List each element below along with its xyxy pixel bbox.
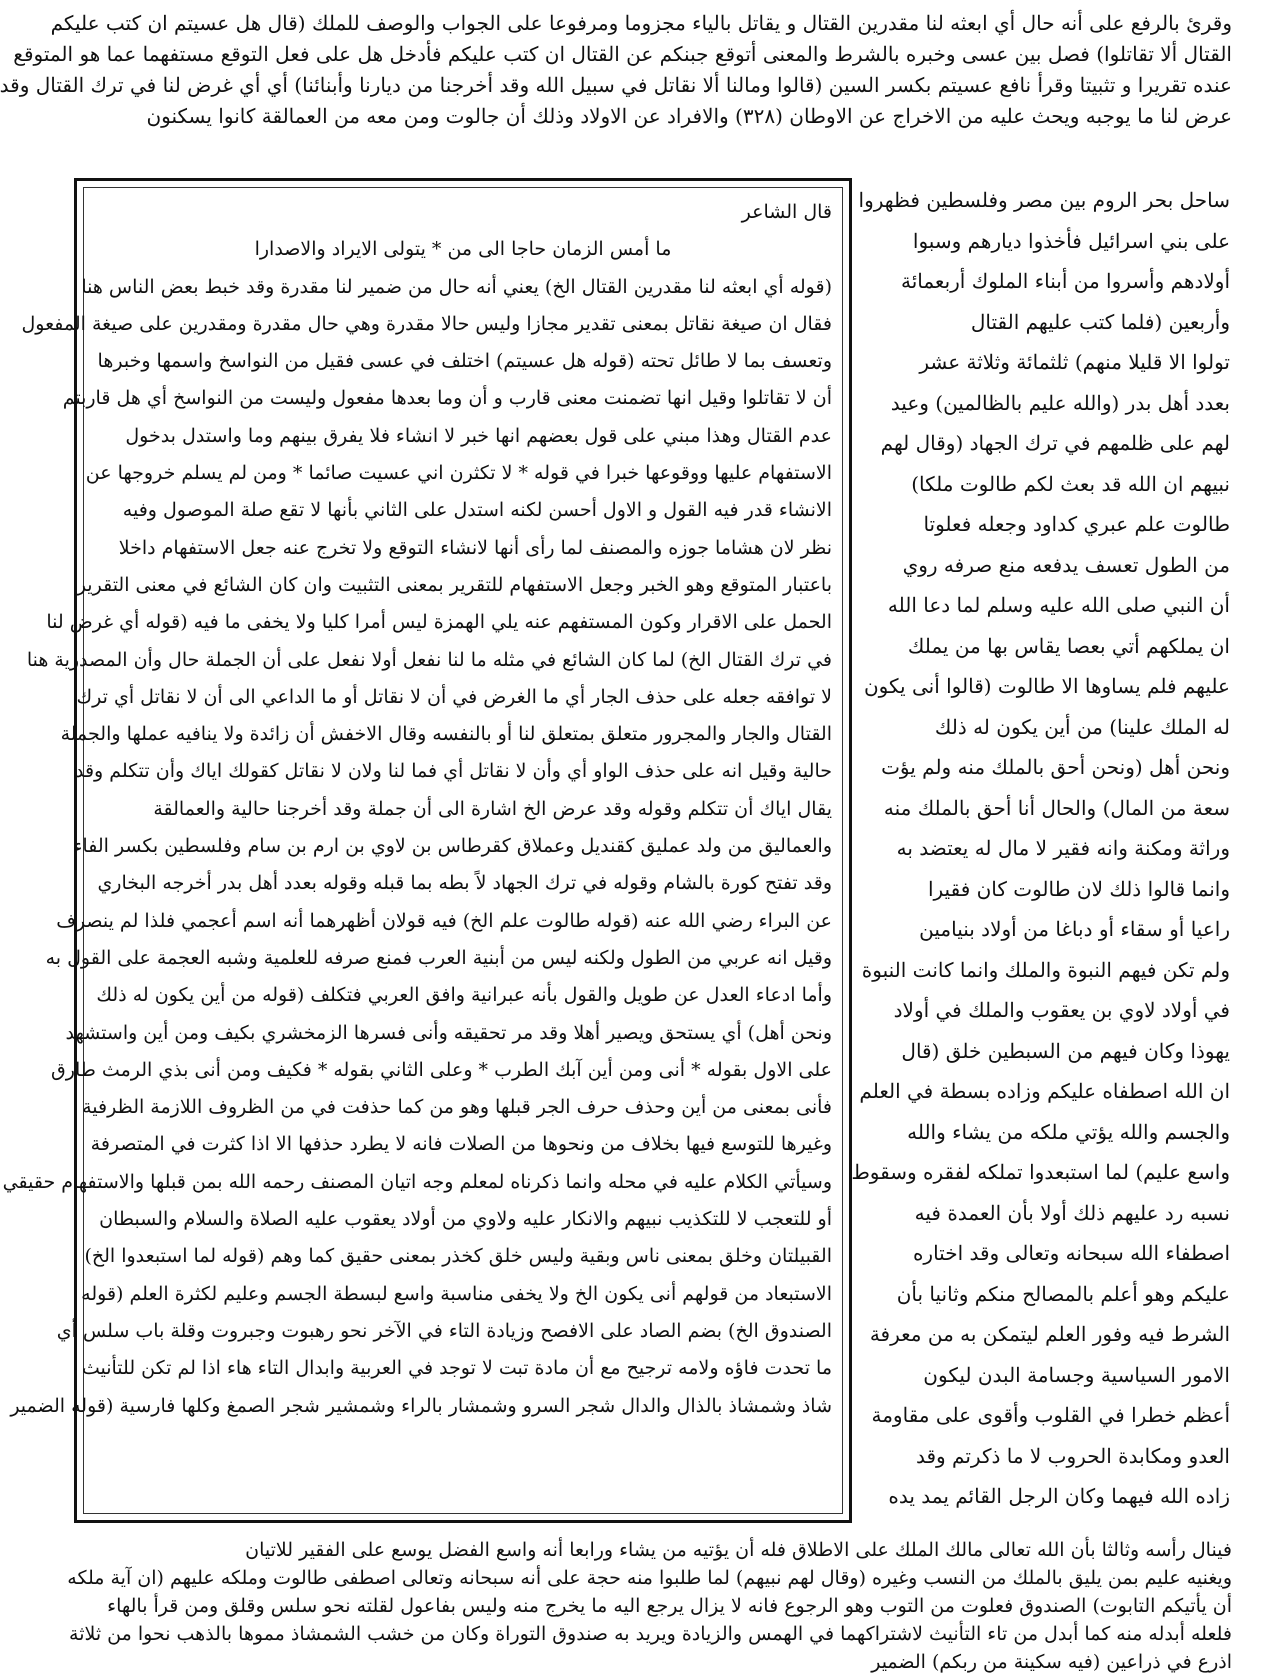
footer-line: اذرع في ذراعين (فيه سكينة من ربكم) الضمير — [871, 1651, 1232, 1673]
main-text-line: له الملك علينا) من أين يكون له ذلك — [934, 714, 1230, 739]
main-text-line: بعدد أهل بدر (والله عليم بالظالمين) وعيد — [890, 390, 1230, 415]
main-text-line: وانما قالوا ذلك لان طالوت كان فقيرا — [927, 876, 1230, 901]
main-text-line: سعة من المال) والحال أنا أحق بالملك منه — [883, 795, 1230, 820]
footer-line: فينال رأسه وثالثا بأن الله تعالى مالك الملك على الاطلاق فله أن يؤتيه من يشاء ورابعا أنه واسع الفضل يوسع على الفقير للاتيان — [245, 1539, 1232, 1561]
top-line: القتال ألا تقاتلوا) فصل بين عسى وخبره بالشرط والمعنى أتوقع جبنكم عن القتال ان كتب عليكم فأدخل هل على فعل التوقع مستفهما عما هو المتوقع — [13, 42, 1232, 66]
main-text-line: ونحن أهل (ونحن أحق بالملك منه ولم يؤت — [881, 755, 1230, 779]
main-text-line: نسبه رد عليهم ذلك أولا بأن العمدة فيه — [914, 1200, 1230, 1225]
commentary-line: أو للتعجب لا للتكذيب نبيهم والانكار عليه ولاوي من أولاد يعقوب عليه الصلاة والسلام والسبطان — [99, 1208, 832, 1231]
main-text-line: عليهم فلم يساوها الا طالوت (قالوا أنى يكون — [863, 674, 1230, 698]
commentary-line: ونحن أهل) أي يستحق ويصير أهلا وقد مر تحقيقه وأنى فسرها الزمخشري بكيف ومن أين واستشهد — [65, 1021, 832, 1044]
main-text-line: راعيا أو سقاء أو دباغا من أولاد بنيامين — [919, 917, 1230, 941]
commentary-line: (قوله أي ابعثه لنا مقدرين القتال الخ) يعني أنه حال من ضمير لنا مقدرة وقد خبط بعض الناس هنا — [81, 275, 832, 298]
commentary-line: الصندوق الخ) بضم الصاد على الافصح وزيادة التاء في الآخر نحو رهبوت وجبروت وقلة باب سلس أي — [56, 1319, 832, 1342]
footer-line: فلعله أبدله منه كما أبدل من تاء التأنيث لاشتراكهما في الهمس والزيادة ويريد به صندوق التوراة وكان من خشب الشمشاذ مموها بالذهب نحوا من ثلاثة — [69, 1623, 1232, 1645]
main-text-line: تولوا الا قليلا منهم) ثلثمائة وثلاثة عشر — [919, 350, 1230, 374]
main-text-line: ان الله اصطفاه عليكم وزاده بسطة في العلم — [859, 1079, 1230, 1103]
commentary-line: القبيلتان وخلق بمعنى ناس وبقية وليس خلق كخذر بمعنى حقيق كما وهم (قوله لما استبعدوا الخ) — [84, 1245, 832, 1268]
commentary-line: يقال اياك أن تتكلم وقوله وقد عرض الخ اشارة الى أن جملة وقد أخرجنا حالية والعمالقة — [153, 797, 832, 820]
main-text-line: ساحل بحر الروم بين مصر وفلسطين فظهروا — [858, 188, 1230, 212]
commentary-frame — [2, 178, 852, 1523]
commentary-line: الاستفهام عليها ووقوعها خبرا في قوله * لا تكثرن اني عسيت صائما * ومن لم يسلم خروجها عن — [85, 462, 832, 485]
main-text-line: من الطول تعسف يدفعه منع صرفه روي — [902, 552, 1230, 577]
commentary-line: ما تحدت فاؤه ولامه ترجيح مع أن مادة تبت لا توجد في العربية وابدال التاء هاء اذا لم تكن للتأنيث — [81, 1357, 832, 1380]
commentary-line: فقال ان صيغة نقاتل بمعنى تقدير مجازا وليس حالا مقدرة وهي حال مقدرة ومقدرين على صيغة المفعول — [21, 312, 832, 335]
footer-line: ويغنيه عليم بمن يليق بالملك من النسب وغيره (وقال لهم نبيهم) لما طلبوا منه حجة على أنه سبحانه وتعالى اصطفى طالوت وملكه عليهم (ان آية ملكه — [67, 1567, 1232, 1589]
main-text-line: أولادهم وأسروا من أبناء الملوك أربعمائة — [900, 269, 1230, 293]
main-text-line: عليكم وهو أعلم بالمصالح منكم وثانيا بأن — [896, 1281, 1230, 1306]
main-text-line: أن النبي صلى الله عليه وسلم لما دعا الله — [887, 593, 1230, 617]
commentary-line: وغيرها للتوسع فيها بخلاف من ونحوها من الصلات فانه لا يطرد حذفها الا اذا كثرت في المتصرفة — [90, 1133, 832, 1156]
commentary-line: وقيل انه عربي من الطول ولكنه ليس من أبنية العرب فمنع صرفه للعلمية وشبه العجمة على القول به — [45, 946, 832, 969]
main-text-line: يهوذا وكان فيهم من السبطين خلق (قال — [901, 1038, 1230, 1063]
commentary-line: على الاول بقوله * أنى ومن أين آبك الطرب * وعلى الثاني بقوله * فكيف ومن أنى بذي الرمث طارق — [51, 1058, 832, 1081]
main-text-line: واسع عليم) لما استبعدوا تملكه لفقره وسقوط — [851, 1160, 1230, 1184]
commentary-line: باعتبار المتوقع وهو الخبر وجعل الاستفهام للتقرير بمعنى التثبيت وان كان الشائع في معنى التقرير — [76, 573, 832, 596]
top-line: عنده تقريرا و تثبيتا وقرأ نافع عسيتم بكسر السين (قالوا ومالنا ألا نقاتل في سبيل الله وقد أخرجنا من ديارنا وأبنائنا) أي أي غرض لنا في ترك القتال وقد — [0, 73, 1232, 97]
main-text-line: الامور السياسية وجسامة البدن ليكون — [923, 1362, 1230, 1387]
footer-line: أن يأتيكم التابوت) الصندوق فعلوت من التوب وهو الرجوع فانه لا يزال يرجع اليه ما يخرج منه وليس بفاعول لقلته نحو سلس وقلق ومن قرأ بالهاء — [107, 1595, 1232, 1617]
main-text-line: نبيهم ان الله قد بعث لكم طالوت ملكا) — [911, 471, 1230, 496]
commentary-line: والعماليق من ولد عمليق كقنديل وعملاق كقرطاس بن لاوي بن ارم بن سام وفلسطين بكسر الفاء — [73, 835, 832, 858]
commentary-line: الاستبعاد من قولهم أنى يكون الخ ولا يخفى مناسبة واسع لبسطة الجسم وعليم لكثرة العلم (قوله — [81, 1282, 832, 1305]
main-text-line: طالوت علم عبري كداود وجعله فعلوتا — [923, 512, 1230, 536]
commentary-line: لا توافقه جعله على حذف الجار أي ما الغرض في أن لا نقاتل أو ما الداعي الى أن لا نقاتل أي ترك — [76, 685, 832, 708]
main-text-line: الشرط فيه وفور العلم ليتمكن به من معرفة — [869, 1322, 1230, 1346]
main-text-line: اصطفاء الله سبحانه وتعالى وقد اختاره — [912, 1241, 1230, 1265]
main-text-line: ولم تكن فيهم النبوة والملك وانما كانت النبوة — [861, 957, 1230, 982]
commentary-line: الحمل على الاقرار وكون المستفهم عنه يلي الهمزة ليس أمرا كليا ولا يخفى ما فيه (قوله أي غرض لنا — [46, 611, 832, 634]
main-text-line: في أولاد لاوي بن يعقوب والملك في أولاد — [893, 998, 1230, 1022]
commentary-line: في ترك القتال الخ) لما كان الشائع في مثله ما لنا نفعل أولا نفعل على أن الجملة حال وأن المصدرية هنا — [26, 648, 832, 671]
commentary-line: وقد تفتح كورة بالشام وقوله في ترك الجهاد لاً بطه بما قبله وقوله بعدد أهل بدر أخرجه البخاري — [97, 872, 832, 895]
commentary-line: عدم القتال وهذا مبني على قول بعضهم انها خبر لا انشاء فلا يفرق بينهم وما واستدل بدخول — [125, 424, 832, 447]
main-text-line: أعظم خطرا في القلوب وأقوى على مقاومة — [871, 1403, 1230, 1427]
commentary-line: شاذ وشمشاذ بالذال والدال شجر السرو وشمشار بالراء وشمشير شجر الصمغ وكلها فارسية (قوله الضمير — [10, 1394, 832, 1417]
commentary-line: وأما ادعاء العدل عن طويل والقول بأنه عبرانية وافق العربي فتكلف (قوله من أين يكون له ذلك — [96, 984, 832, 1007]
commentary-line: قال الشاعر — [741, 201, 832, 223]
top-line: وقرئ بالرفع على أنه حال أي ابعثه لنا مقدرين القتال و يقاتل بالياء مجزوما ومرفوعا على الجواب والوصف للملك (قال هل عسيتم ان كتب عليكم — [50, 11, 1232, 35]
commentary-line: نظر لان هشاما جوزه والمصنف لما رأى أنها لانشاء التوقع ولا تخرج عنه جعل الاستفهام داخلا — [118, 536, 832, 559]
main-text-line: وراثة ومكنة وانه فقير لا مال له يعتضد به — [896, 836, 1230, 860]
commentary-line: وتعسف بما لا طائل تحته (قوله هل عسيتم) اختلف في عسى فقيل من النواسخ واسمها وخبرها — [97, 350, 832, 373]
commentary-line: حالية وقيل انه على حذف الواو أي وأن لا نقاتل أي فما لنا ولان لا نقاتل كقولك اياك وأن تتكلم وقد — [74, 760, 832, 783]
commentary-line: الانشاء قدر فيه القول و الاول أحسن لكنه استدل على الثاني بأنها لا تقع صلة الموصول وفيه — [122, 499, 832, 522]
main-text-line: على بني اسرائيل فأخذوا ديارهم وسبوا — [912, 228, 1230, 253]
main-text-line: ان يملكهم أتي بعصا يقاس بها من يملك — [907, 633, 1230, 658]
top-text-block — [0, 8, 1232, 158]
main-text-line: وأربعين (فلما كتب عليهم القتال — [970, 309, 1230, 334]
main-text-line: والجسم والله يؤتي ملكه من يشاء والله — [907, 1119, 1230, 1144]
commentary-line: فأنى بمعنى من أين وحذف حرف الجر قبلها وهو من كما حذفت في من الظروف اللازمة الظرفية — [82, 1096, 832, 1119]
poem-verse: ما أمس الزمان حاجا الى من * يتولى الايراد والاصدارا — [254, 238, 672, 261]
main-text-line: زاده الله فيهما وكان الرجل القائم يمد يده — [888, 1484, 1230, 1508]
main-text-line: العدو ومكابدة الحروب لا ما ذكرتم وقد — [915, 1443, 1230, 1468]
top-line-with-page-number: عرض لنا ما يوجبه ويحث عليه من الاخراج عن الاوطان (٣٢٨) والافراد عن الاولاد وذلك أن جالوت ومن معه من العمالقة كانوا يسكنون — [146, 104, 1232, 128]
main-text-line: لهم على ظلمهم في ترك الجهاد (وقال لهم — [880, 431, 1230, 455]
commentary-line: عن البراء رضي الله عنه (قوله طالوت علم الخ) فيه قولان أظهرهما أنه اسم أعجمي فلذا لم ينصرف — [56, 909, 832, 932]
commentary-line: أن لا تقاتلوا وقيل انها تضمنت معنى قارب و أن وما بعدها مفعول وليست من النواسخ أي هل قاربتم — [62, 387, 832, 410]
commentary-text — [2, 187, 843, 1514]
main-text-column — [851, 180, 1230, 1525]
footer-text — [67, 1536, 1232, 1676]
commentary-line: القتال والجار والمجرور متعلق بمتعلق لنا أو بالنفسه وقال الاخفش أن زائدة ولا ينافيه عملها والجملة — [60, 723, 832, 746]
commentary-line: وسيأتي الكلام عليه في محله وانما ذكرناه لمعلم وجه اتيان المصنف رحمه الله بمن قبلها والاستفهام حقيقي — [2, 1170, 832, 1193]
